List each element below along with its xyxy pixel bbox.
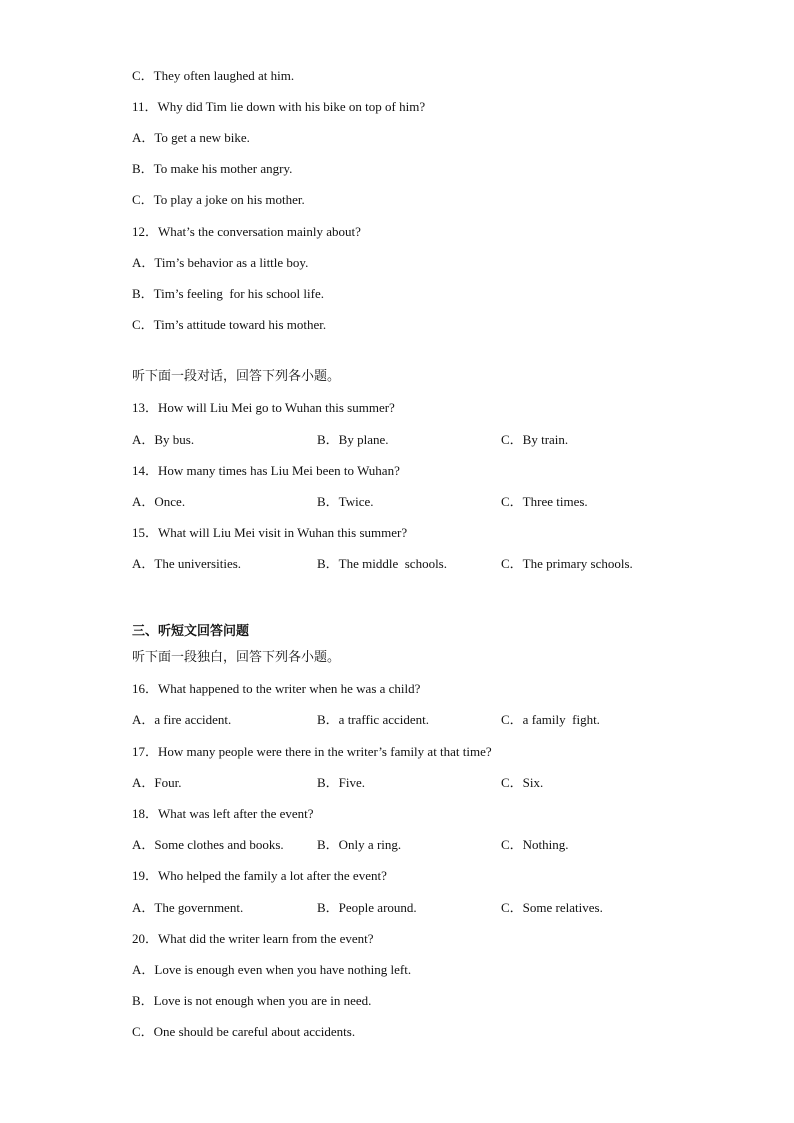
q12-option-c: C．Tim’s attitude toward his mother. [132,317,327,332]
q11-option-c: C．To play a joke on his mother. [132,192,305,207]
q19-option-a: A．The government. [132,900,244,915]
q14-option-a: A．Once. [132,494,186,509]
q14-stem: 14．How many times has Liu Mei been to Wuhan? [132,463,400,478]
q15-option-c: C．The primary schools. [501,556,633,571]
q19-option-c: C．Some relatives. [501,900,603,915]
q18-option-b: B．Only a ring. [317,837,402,852]
q17-option-a: A．Four. [132,775,182,790]
q13-option-c: C．By train. [501,432,569,447]
q20-option-c: C．One should be careful about accidents. [132,1024,356,1039]
q13-option-b: B．By plane. [317,432,389,447]
q20-option-b: B．Love is not enough when you are in need. [132,993,372,1008]
q14-option-c: C．Three times. [501,494,588,509]
q17-stem: 17．How many people were there in the writer’s family at that time? [132,744,492,759]
q12-option-a: A．Tim’s behavior as a little boy. [132,255,309,270]
q11-stem: 11．Why did Tim lie down with his bike on top of him? [132,99,426,114]
q14-option-b: B．Twice. [317,494,374,509]
section-3-title: 三、听短文回答问题 [132,624,250,639]
q18-stem: 18．What was left after the event? [132,806,314,821]
q13-option-a: A．By bus. [132,432,195,447]
q16-option-b: B．a traffic accident. [317,712,430,727]
q15-stem: 15．What will Liu Mei visit in Wuhan this summer? [132,525,408,540]
q16-stem: 16．What happened to the writer when he was a child? [132,681,421,696]
q12-option-b: B．Tim’s feeling for his school life. [132,286,324,301]
q20-option-a: A．Love is enough even when you have nothing left. [132,962,412,977]
q17-option-c: C．Six. [501,775,544,790]
q15-option-b: B．The middle schools. [317,556,447,571]
q15-option-a: A．The universities. [132,556,242,571]
q19-stem: 19．Who helped the family a lot after the event? [132,868,387,883]
dialog-instruction: 听下面一段对话，回答下列各小题。 [132,369,341,384]
q11-option-a: A．To get a new bike. [132,130,250,145]
q16-option-a: A．a fire accident. [132,712,232,727]
q19-option-b: B．People around. [317,900,417,915]
q16-option-c: C．a family fight. [501,712,600,727]
q18-option-a: A．Some clothes and books. [132,837,284,852]
q10-option-c: C．They often laughed at him. [132,68,295,83]
q11-option-b: B．To make his mother angry. [132,161,293,176]
q12-stem: 12．What’s the conversation mainly about? [132,224,361,239]
q17-option-b: B．Five. [317,775,366,790]
q18-option-c: C．Nothing. [501,837,569,852]
q20-stem: 20．What did the writer learn from the event? [132,931,374,946]
q13-stem: 13．How will Liu Mei go to Wuhan this summer? [132,400,395,415]
monologue-instruction: 听下面一段独白，回答下列各小题。 [132,650,341,665]
